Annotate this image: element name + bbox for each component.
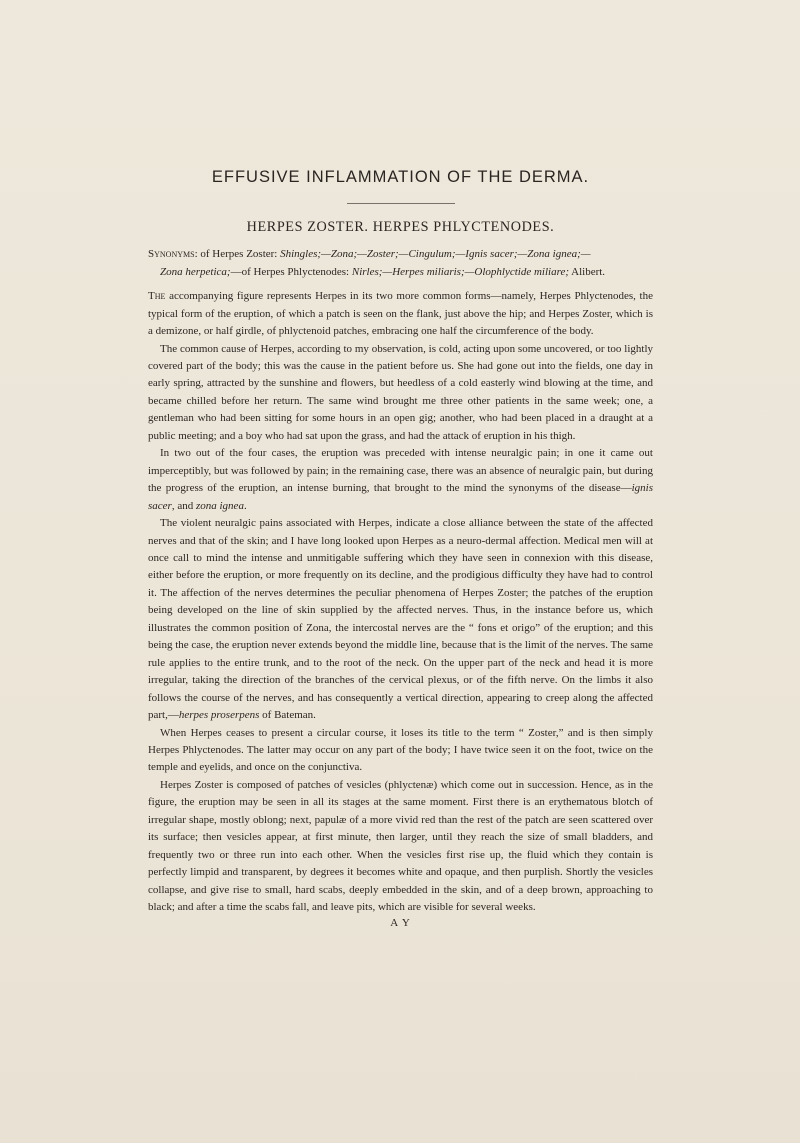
paragraph-1-lead: The <box>148 290 166 303</box>
paragraph-1-text: accompanying figure represents Herpes in its two more common forms—namely, Herpes Phlyctenodes, the typical form of the eruption, of which a patch is seen on the flank, just above the hip; and Herpes Zoster, which is a demizone, or half girdle, of phlyctenoid patches, embracing one half the circumference of the body. <box>148 290 653 338</box>
synonyms-text-3: Alibert. <box>569 265 606 278</box>
synonyms-text-2: —of Herpes Phlyctenodes: <box>230 265 352 278</box>
paragraph-4-italic: herpes proserpens <box>178 709 260 722</box>
page-title: EFFUSIVE INFLAMMATION OF THE DERMA. <box>211 168 590 186</box>
synonyms-text-1: : of Herpes Zoster: <box>194 248 281 260</box>
paragraph-3-text-c: . <box>243 499 247 512</box>
paragraph-2: The common cause of Herpes, according to my observation, is cold, acting upon some uncovered, or too lightly covered part of the body; this was the cause in the patient before us. She had gone out into the fields, one day in early spring, attracted by the sunshine and flowers, but heedless of a cold easterly wind blowing at the time, and became chilled before her return. The same wind brought me three other patients in the same week; one, a gentleman who had been sitting for some hours in an open gig; another, who had been placed in a draught at a public meeting; and a boy who had sat upon the grass, and had the attack of eruption in his thigh. <box>148 342 653 442</box>
paragraph-4-text-a: The violent neuralgic pains associated with Herpes, indicate a close alliance between the state of the affected nerves and that of the skin; and I have long looked upon Herpes as a neuro-dermal affection. Medical men will at once call to mind the intense and unmitigable suffering which they have seen in connexion with this disease, either before the eruption, or more frequently on its decline, and the prodigious difficulty they have had to control it. The affection of the nerves determines the peculiar phenomena of Herpes Zoster; the patches of the eruption being developed on the line of skin supplied by the affected nerves. Thus, in the instance before us, which illustrates the common position of Zona, the intercostal nerves are the “ fons et origo” of the eruption; and this being the case, the eruption never extends beyond the middle line, because that is the limit of the nerves. The same rule applies to the entire trunk, and to the root of the neck. On the upper part of the neck and head it is more irregular, taking the direction of the branches of the cervical plexus, or of the fifth nerve. On the limbs it also follows the course of the nerves, and has consequently a vertical direction, appearing to creep along the affected part,— <box>148 517 653 722</box>
title-divider <box>347 203 455 204</box>
synonyms-label: Synonyms <box>148 248 195 260</box>
paragraph-4-text-b: of Bateman. <box>259 709 316 722</box>
paragraph-6: Herpes Zoster is composed of patches of vesicles (phlyctenæ) which come out in succession. Hence, as in the figure, the eruption may be seen in all its stages at the same moment. First there is an erythematous blotch of irregular shape, mostly oblong; next, papulæ of a more vivid red than the rest of the patch are seen scattered over its surface; then vesicles appear, at first minute, then larger, until they reach the size of small bladders, and frequently two or three run into each other. When the vesicles first rise up, the fluid which they contain is perfectly limpid and transparent, by degrees it becomes white and opaque, and then purplish. Shortly the vesicles collapse, and give rise to small, hard scabs, deeply embedded in the skin, and of a deep brown, approaching to black; and after a time the scabs fall, and leave pits, which are visible for several weeks. <box>148 778 653 914</box>
paragraph-3-text-a: In two out of the four cases, the eruption was preceded with intense neuralgic pain; in one it came out imperceptibly, but was followed by pain; in the remaining case, there was an absence of neuralgic pain, but during the progress of the eruption, an intense burning, that brought to the mind the synonyms of the disease— <box>148 447 653 495</box>
signature-mark: A Y <box>390 916 411 929</box>
paragraph-1 <box>148 288 653 340</box>
synonyms-zona-herpetica: Zona herpetica; <box>160 265 231 278</box>
synonyms-zoster-list: Shingles;—Zona;—Zoster;—Cingulum;—Ignis sacer;—Zona ignea;— <box>280 248 591 260</box>
paragraph-3-text-b: , and <box>171 499 196 512</box>
document-body <box>148 168 653 929</box>
paragraph-5: When Herpes ceases to present a circular course, it loses its title to the term “ Zoster,” and is then simply Herpes Phlyctenodes. The latter may occur on any part of the body; I have twice seen it on the foot, twice on the temple and eyelids, and once on the conjunctiva. <box>148 726 653 774</box>
synonyms-paragraph <box>148 246 653 281</box>
paragraph-4 <box>148 515 653 724</box>
synonyms-second-line <box>148 264 653 282</box>
paragraph-3 <box>148 445 653 515</box>
paragraph-3-italic-2: zona ignea <box>195 499 244 512</box>
paragraph-3-italic-1: ignis sacer <box>148 482 653 512</box>
section-title: HERPES ZOSTER. HERPES PHLYCTENODES. <box>246 219 555 235</box>
synonyms-phlyctenodes-list: Nirles;—Herpes miliaris;—Olophlyctide miliare; <box>351 265 569 278</box>
